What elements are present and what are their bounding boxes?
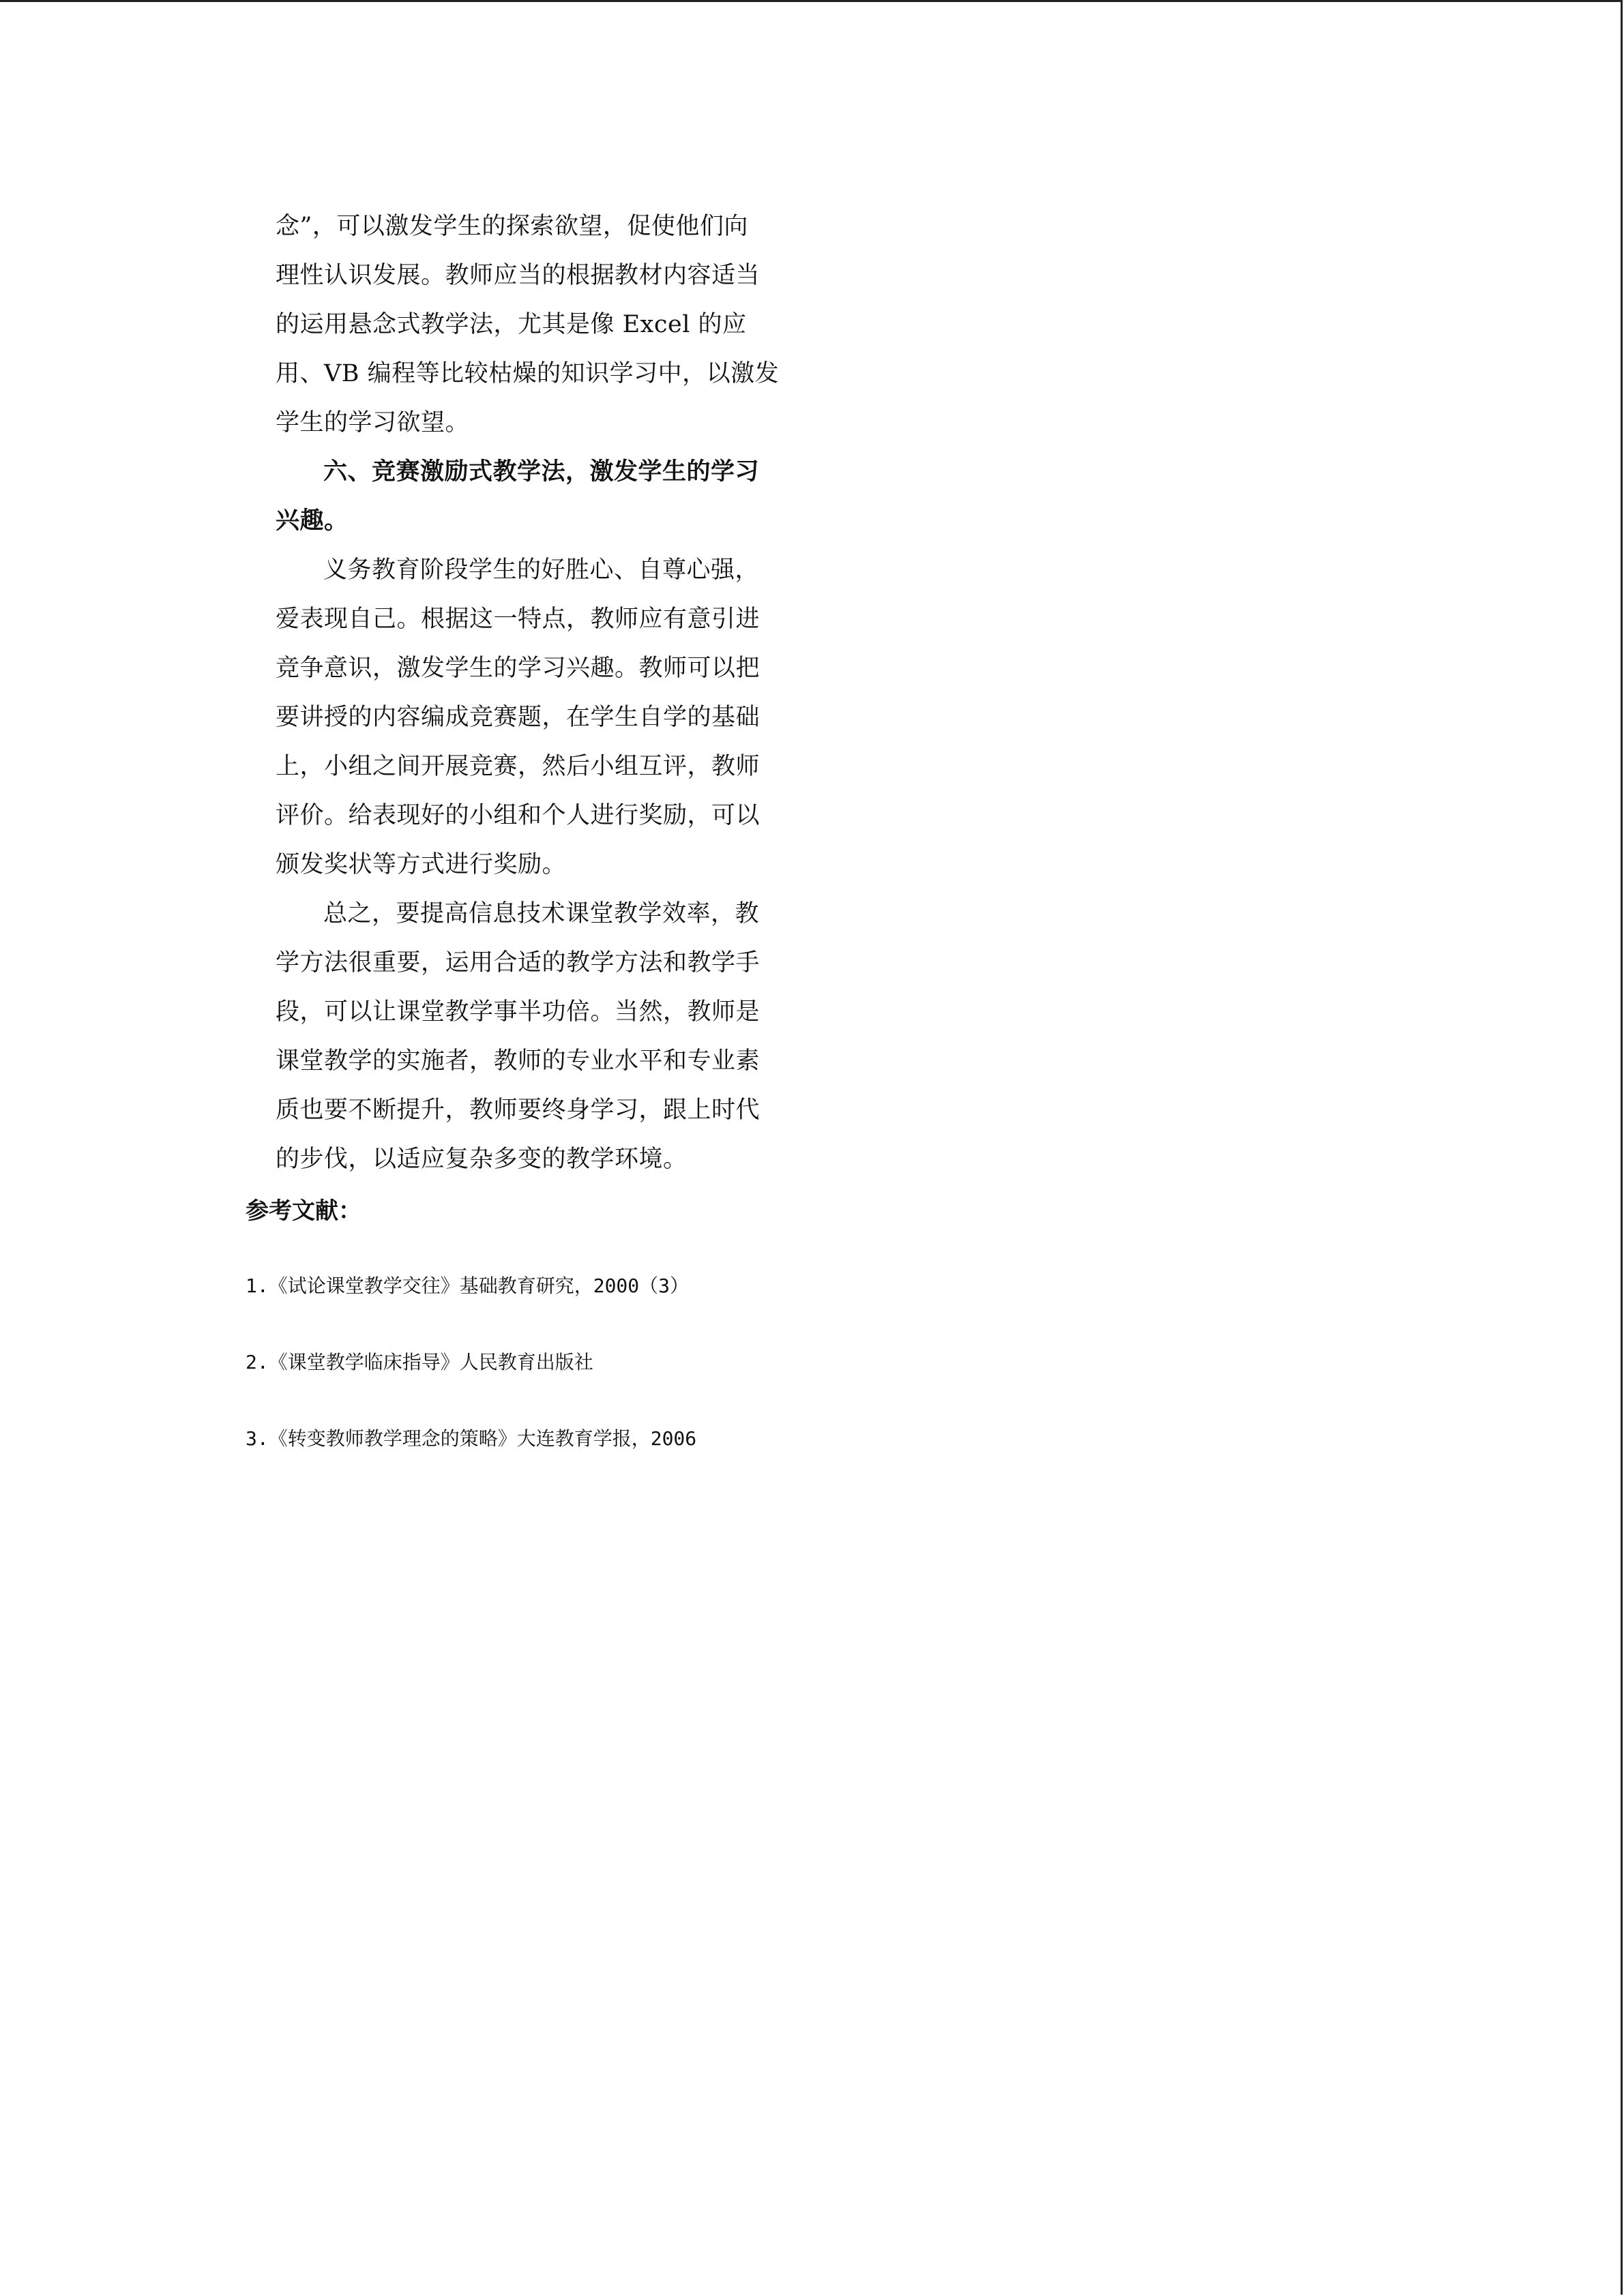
body-line: 理性认识发展。教师应当的根据教材内容适当: [276, 262, 761, 289]
body-line: 的步伐，以适应复杂多变的教学环境。: [276, 1146, 688, 1173]
body-line: 段，可以让课堂教学事半功倍。当然，教师是: [276, 998, 761, 1026]
reference-item: 1.《试论课堂教学交往》基础教育研究，2000（3）: [246, 1274, 690, 1297]
body-line: 爱表现自己。根据这一特点，教师应有意引进: [276, 606, 761, 633]
body-line: 竞争意识，激发学生的学习兴趣。教师可以把: [276, 655, 761, 682]
section-heading-cont: 兴趣。: [276, 507, 349, 535]
body-line: 学方法很重要，运用合适的教学方法和教学手: [276, 949, 761, 976]
body-line: 念”，可以激发学生的探索欲望，促使他们向: [276, 213, 748, 240]
references-heading: 参考文献：: [246, 1197, 361, 1225]
body-line: 总之，要提高信息技术课堂教学效率，教: [323, 900, 760, 927]
body-line: 用、VB 编程等比较枯燥的知识学习中，以激发: [276, 360, 780, 387]
body-line: 上，小组之间开展竞赛，然后小组互评，教师: [276, 753, 761, 780]
body-line: 颁发奖状等方式进行奖励。: [276, 851, 567, 878]
body-line: 要讲授的内容编成竞赛题，在学生自学的基础: [276, 704, 761, 731]
article-body: [276, 202, 780, 1184]
body-line: 质也要不断提升，教师要终身学习，跟上时代: [276, 1097, 761, 1124]
body-line: 学生的学习欲望。: [276, 409, 470, 436]
reference-item: 3.《转变教师教学理念的策略》大连教育学报，2006: [246, 1427, 697, 1450]
body-line: 的运用悬念式教学法，尤其是像 Excel 的应: [276, 311, 747, 338]
body-line: 义务教育阶段学生的好胜心、自尊心强，: [323, 556, 760, 584]
body-line: 评价。给表现好的小组和个人进行奖励，可以: [276, 802, 761, 829]
reference-item: 2.《课堂教学临床指导》人民教育出版社: [246, 1351, 593, 1373]
body-line: 课堂教学的实施者，教师的专业水平和专业素: [276, 1047, 761, 1075]
section-heading: 六、竞赛激励式教学法，激发学生的学习: [323, 458, 760, 486]
